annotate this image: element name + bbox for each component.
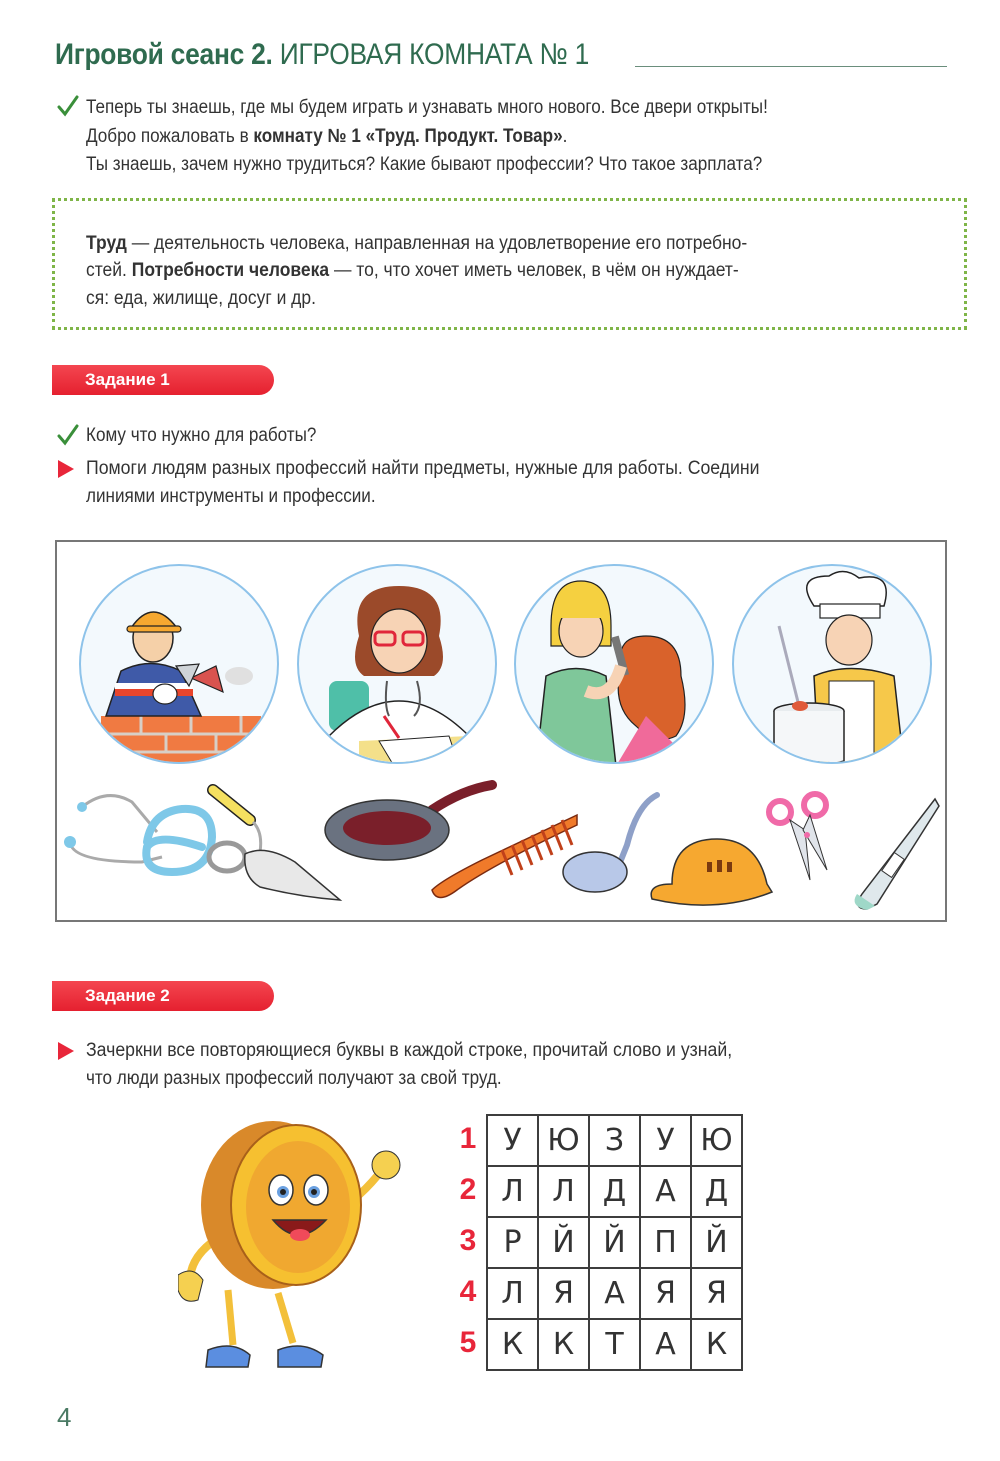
- hairdresser-icon[interactable]: [514, 564, 714, 764]
- hard-hat-icon[interactable]: [647, 834, 777, 914]
- letter-cell[interactable]: Л: [487, 1166, 538, 1217]
- triangle-bullet-icon: [58, 460, 74, 478]
- definition-line-2: [86, 256, 739, 285]
- task-1-instruction-line-1: Помоги людям разных профессий найти предметы, нужные для работы. Соедини: [86, 458, 760, 479]
- letter-cell[interactable]: Ю: [691, 1115, 742, 1166]
- triangle-bullet-icon: [58, 1042, 74, 1060]
- coin-mascot-icon: [178, 1115, 413, 1375]
- task-1-instruction-line-2: линиями инструменты и профессии.: [86, 486, 376, 507]
- letter-cell[interactable]: А: [640, 1166, 691, 1217]
- task-2-instruction-line-1: Зачеркни все повторяющиеся буквы в каждой строке, прочитай слово и узнай,: [86, 1040, 733, 1061]
- row-number: 3: [459, 1224, 477, 1257]
- title-rule: [635, 66, 947, 67]
- intro-line-2-suffix: .: [562, 126, 568, 147]
- page-title-light: ИГРОВАЯ КОМНАТА № 1: [279, 38, 590, 71]
- letter-cell[interactable]: Т: [589, 1319, 640, 1370]
- builder-icon[interactable]: [79, 564, 279, 764]
- row-number: 5: [459, 1326, 477, 1359]
- definition-line-1: [86, 229, 747, 258]
- definition-text-3: — то, что хочет иметь человек, в чём он нуждает-: [329, 260, 739, 281]
- check-icon: [57, 424, 79, 446]
- task-2-instruction-line-2: что люди разных профессий получают за свой труд.: [86, 1068, 502, 1089]
- letter-cell[interactable]: Д: [589, 1166, 640, 1217]
- letter-cell[interactable]: Я: [691, 1268, 742, 1319]
- letter-cell[interactable]: А: [640, 1319, 691, 1370]
- definition-line-3: ся: еда, жилище, досуг и др.: [86, 288, 316, 309]
- page-title: [55, 38, 589, 72]
- letter-cell[interactable]: К: [538, 1319, 589, 1370]
- letter-cell[interactable]: У: [640, 1115, 691, 1166]
- letter-cell[interactable]: Д: [691, 1166, 742, 1217]
- intro-line-1: Теперь ты знаешь, где мы будем играть и узнавать много нового. Все двери открыты!: [86, 97, 768, 118]
- row-number: 2: [459, 1173, 477, 1206]
- cook-icon[interactable]: [732, 564, 932, 764]
- grid-row-4: [487, 1268, 742, 1319]
- grid-row-3: [487, 1217, 742, 1268]
- page-title-bold: Игровой сеанс 2.: [55, 38, 273, 71]
- task-2-banner: Задание 2: [52, 981, 274, 1011]
- definition-text-1: — деятельность человека, направленная на удовлетворение его потребно-: [126, 233, 748, 254]
- letter-cell[interactable]: П: [640, 1217, 691, 1268]
- page-number: 4: [57, 1402, 72, 1432]
- grid-row-1: [487, 1115, 742, 1166]
- row-number: 4: [459, 1275, 477, 1308]
- letter-cell[interactable]: З: [589, 1115, 640, 1166]
- task-1-banner: Задание 1: [52, 365, 274, 395]
- intro-line-2: [86, 123, 567, 150]
- matching-exercise-frame: [55, 540, 947, 922]
- row-number: 1: [459, 1122, 477, 1155]
- letter-cell[interactable]: А: [589, 1268, 640, 1319]
- letter-cell[interactable]: Й: [691, 1217, 742, 1268]
- grid-row-5: [487, 1319, 742, 1370]
- letter-grid: [486, 1114, 743, 1371]
- intro-line-2-prefix: Добро пожаловать в: [86, 126, 254, 147]
- term-needs: Потребности человека: [131, 260, 330, 281]
- doctor-icon[interactable]: [297, 564, 497, 764]
- intro-line-3: Ты знаешь, зачем нужно трудиться? Какие бывают профессии? Что такое зарплата?: [86, 154, 763, 175]
- letter-cell[interactable]: К: [487, 1319, 538, 1370]
- task-1-question: Кому что нужно для работы?: [86, 425, 317, 446]
- letter-cell[interactable]: Й: [589, 1217, 640, 1268]
- letter-cell[interactable]: Р: [487, 1217, 538, 1268]
- letter-cell[interactable]: К: [691, 1319, 742, 1370]
- letter-cell[interactable]: Я: [640, 1268, 691, 1319]
- letter-cell[interactable]: Я: [538, 1268, 589, 1319]
- letter-cell[interactable]: Л: [538, 1166, 589, 1217]
- term-labor: Труд: [86, 233, 127, 254]
- room-name: комнату № 1 «Труд. Продукт. Товар»: [253, 126, 563, 147]
- letter-cell[interactable]: Ю: [538, 1115, 589, 1166]
- grid-row-2: [487, 1166, 742, 1217]
- letter-cell[interactable]: У: [487, 1115, 538, 1166]
- definition-text-2: стей.: [86, 260, 132, 281]
- scissors-icon[interactable]: [765, 790, 840, 885]
- thermometer-icon[interactable]: [847, 794, 942, 914]
- letter-cell[interactable]: Й: [538, 1217, 589, 1268]
- check-icon: [57, 95, 79, 117]
- letter-cell[interactable]: Л: [487, 1268, 538, 1319]
